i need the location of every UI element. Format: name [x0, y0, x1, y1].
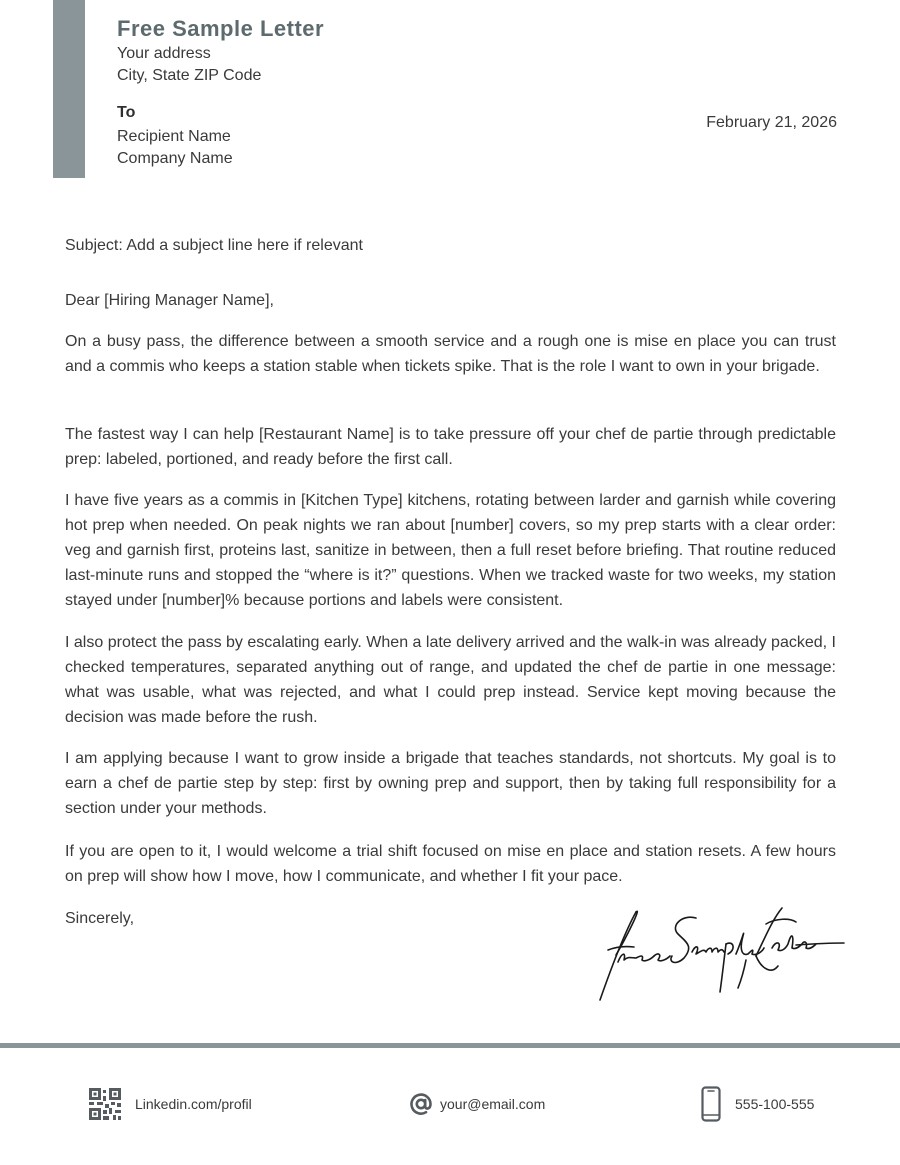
body-paragraph-5: I am applying because I want to grow inside a brigade that teaches standards, not shortcuts. My goal is to earn a chef de partie step by step: first by owning prep and support, then by taking full responsibility for a section under your methods. — [65, 750, 836, 817]
letter-title: Free Sample Letter — [117, 16, 325, 41]
subject-line: Subject: Add a subject line here if relevant — [65, 237, 363, 254]
footer-email — [408, 1086, 545, 1122]
sender-address-line1: Your address — [117, 45, 211, 62]
company-name: Company Name — [117, 150, 233, 167]
body-paragraph-4: I also protect the pass by escalating early. When a late delivery arrived and the walk-in was already packed, I checked temperatures, separated anything out of range, and updated the chef de partie in one message: what was usable, what was rejected, and what I could prep instead. Service kept moving because the decision was made before the rush. — [65, 634, 836, 726]
phone-number[interactable]: 555-100-555 — [735, 1096, 815, 1112]
body-paragraph-6: If you are open to it, I would welcome a trial shift focused on mise en place and station resets. A few hours on prep will show how I move, how I communicate, and whether I fit your pace. — [65, 843, 836, 885]
to-label: To — [117, 104, 136, 121]
qr-code-icon — [89, 1088, 121, 1120]
linkedin-link[interactable]: Linkedin.com/profil — [135, 1096, 252, 1112]
body-paragraph-1: On a busy pass, the difference between a smooth service and a rough one is mise en place you can trust and a commis who keeps a station stable when tickets spike. That is the role I want to own in your brigade. — [65, 333, 836, 375]
header-accent-bar — [53, 0, 85, 178]
mobile-phone-icon — [701, 1086, 721, 1122]
footer-phone — [701, 1086, 814, 1122]
sender-address-line2: City, State ZIP Code — [117, 67, 262, 84]
closing: Sincerely, — [65, 910, 135, 927]
footer-divider — [0, 1043, 900, 1048]
footer-linkedin — [89, 1086, 252, 1122]
body-paragraph-2: The fastest way I can help [Restaurant Name] is to take pressure off your chef de partie through predictable prep: labeled, portioned, and ready before the first call. — [65, 426, 836, 468]
body-paragraph-3: I have five years as a commis in [Kitchen Type] kitchens, rotating between larder and garnish while covering hot prep when needed. On peak nights we ran about [number] covers, so my prep starts with a clear order: veg and garnish first, proteins last, sanitize in between, then a full reset before briefing. That routine reduced last-minute runs and stopped the “where is it?” questions. When we tracked waste for two weeks, my station stayed under [number]% because portions and labels were consistent. — [65, 492, 836, 609]
email-link[interactable]: your@email.com — [440, 1096, 546, 1112]
at-sign-icon — [408, 1091, 434, 1117]
letter-date: February 21, 2026 — [706, 114, 837, 131]
handwritten-signature — [596, 900, 846, 1008]
salutation: Dear [Hiring Manager Name], — [65, 292, 274, 309]
recipient-name: Recipient Name — [117, 128, 231, 145]
